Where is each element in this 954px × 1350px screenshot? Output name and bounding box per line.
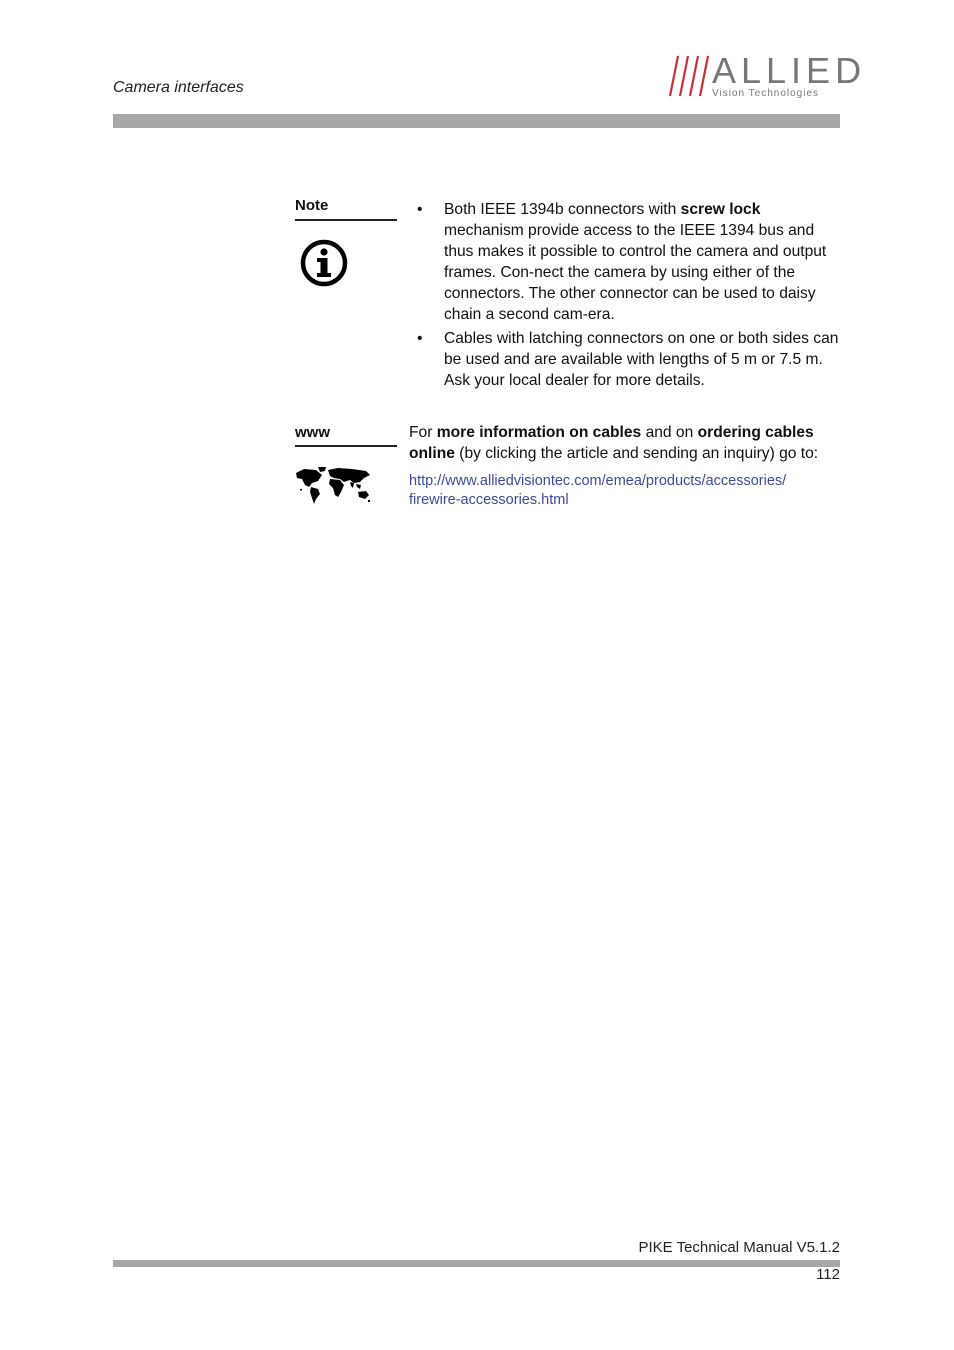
www-rule — [295, 445, 397, 447]
logo-slashes-icon — [668, 54, 712, 98]
note-bullet-1-pre: Both IEEE 1394b connectors with — [444, 201, 681, 218]
note-content — [409, 199, 844, 394]
www-label: www — [295, 424, 331, 441]
list-item — [409, 328, 844, 391]
www-bold-1: more information on cables — [436, 424, 642, 441]
www-text-2: and on — [641, 424, 698, 441]
section-title: Camera interfaces — [113, 79, 244, 96]
logo-subtitle: Vision Technologies — [712, 88, 820, 99]
www-content — [409, 422, 844, 464]
bullet-icon: • — [417, 201, 423, 218]
note-rule — [295, 219, 397, 221]
list-item — [409, 199, 844, 325]
www-bold-2: ordering cables online — [409, 424, 814, 462]
link-line-1[interactable]: http://www.alliedvisiontec.com/emea/products/accessories/ — [409, 473, 787, 489]
note-bullet-1-post: mechanism provide access to the IEEE 1394 bus and thus makes it possible to control the camera and output frames. Con-nect the camera by using either of the connectors. The other connector can be used to daisy chain a second cam-era. — [444, 222, 827, 323]
manual-title: PIKE Technical Manual V5.1.2 — [638, 1239, 840, 1256]
link-line-2[interactable]: firewire-accessories.html — [409, 492, 569, 508]
logo-wordmark: ALLIED — [712, 50, 867, 91]
note-bullet-1-bold: screw lock — [680, 201, 761, 218]
www-text-3: (by clicking the article and sending an inquiry) go to: — [454, 445, 819, 462]
page-number: 112 — [816, 1266, 840, 1283]
footer-rule — [113, 1260, 840, 1267]
bullet-icon: • — [417, 330, 423, 347]
world-map-icon — [294, 465, 372, 505]
info-icon — [299, 238, 349, 288]
allied-logo — [668, 50, 867, 100]
header-rule — [113, 114, 840, 128]
note-bullet-2-text: Cables with latching connectors on one or both sides can be used and are available with lengths of 5 m or 7.5 m. Ask your local dealer for more details. — [444, 330, 839, 389]
note-label: Note — [295, 197, 329, 214]
www-text-1: For — [409, 424, 437, 441]
accessories-link[interactable] — [409, 472, 844, 510]
